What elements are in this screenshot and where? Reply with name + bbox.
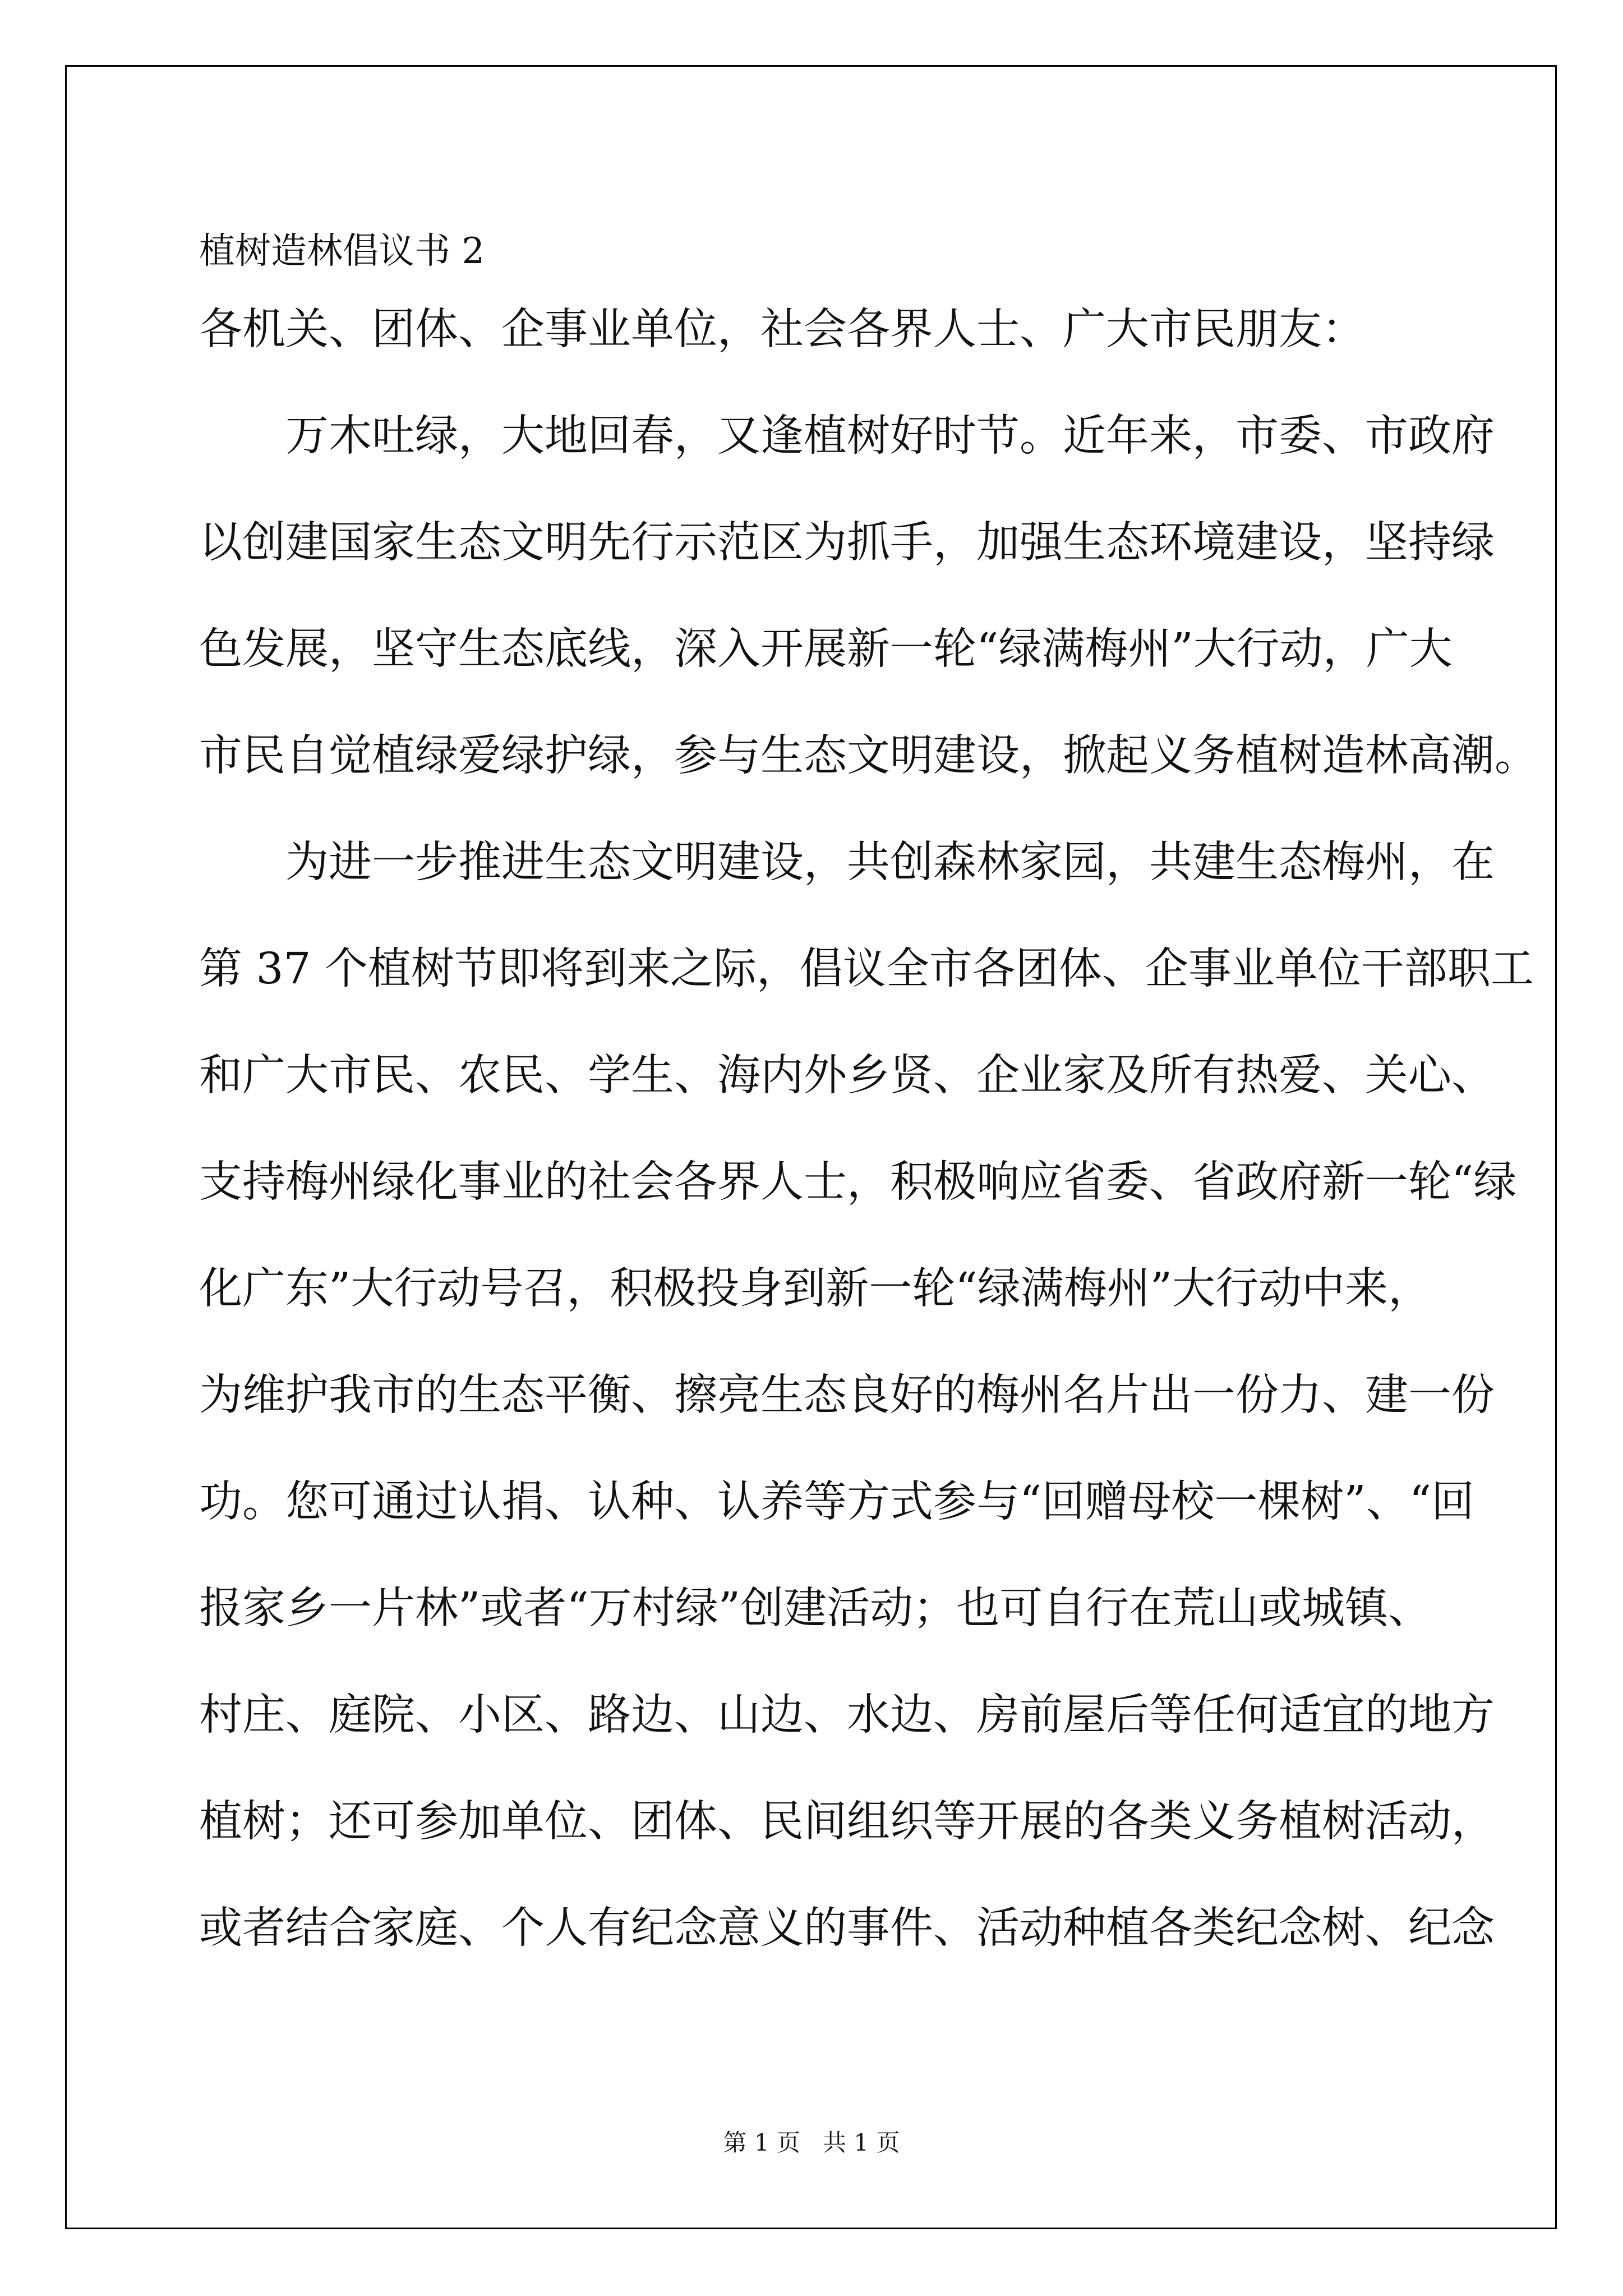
text-line: 功。您可通过认捐、认种、认养等方式参与“回赠母校一棵树”、“回 (199, 1477, 1475, 1527)
page-footer: 第 1 页 共 1 页 (723, 2129, 900, 2156)
document-title: 植树造林倡议书 2 (199, 231, 485, 272)
text-line: 化广东”大行动号召，积极投身到新一轮“绿满梅州”大行动中来， (199, 1264, 1432, 1314)
text-line: 第 37 个植树节即将到来之际，倡议全市各团体、企事业单位干部职工 (199, 944, 1534, 994)
text-line: 报家乡一片林”或者“万村绿”创建活动；也可自行在荒山或城镇、 (199, 1584, 1432, 1634)
salutation-line: 各机关、团体、企事业单位，社会各界人士、广大市民朋友： (199, 305, 1365, 355)
text-line: 或者结合家庭、个人有纪念意义的事件、活动种植各类纪念树、纪念 (199, 1903, 1495, 1953)
text-line: 和广大市民、农民、学生、海内外乡贤、企业家及所有热爱、关心、 (199, 1051, 1495, 1101)
text-line: 支持梅州绿化事业的社会各界人士，积极响应省委、省政府新一轮“绿 (199, 1157, 1517, 1207)
text-line: 为维护我市的生态平衡、擦亮生态良好的梅州名片出一份力、建一份 (199, 1370, 1495, 1420)
text-line: 村庄、庭院、小区、路边、山边、水边、房前屋后等任何适宜的地方 (199, 1690, 1495, 1740)
text-line: 万木吐绿，大地回春，又逢植树好时节。近年来，市委、市政府 (285, 411, 1495, 461)
text-line: 为进一步推进生态文明建设，共创森林家园，共建生态梅州，在 (285, 838, 1495, 887)
text-line: 市民自觉植绿爱绿护绿，参与生态文明建设，掀起义务植树造林高潮。 (199, 731, 1538, 781)
text-line: 植树；还可参加单位、团体、民间组织等开展的各类义务植树活动， (199, 1797, 1495, 1847)
text-line: 以创建国家生态文明先行示范区为抓手，加强生态环境建设，坚持绿 (199, 518, 1495, 568)
text-line: 色发展，坚守生态底线，深入开展新一轮“绿满梅州”大行动，广大 (199, 624, 1453, 674)
